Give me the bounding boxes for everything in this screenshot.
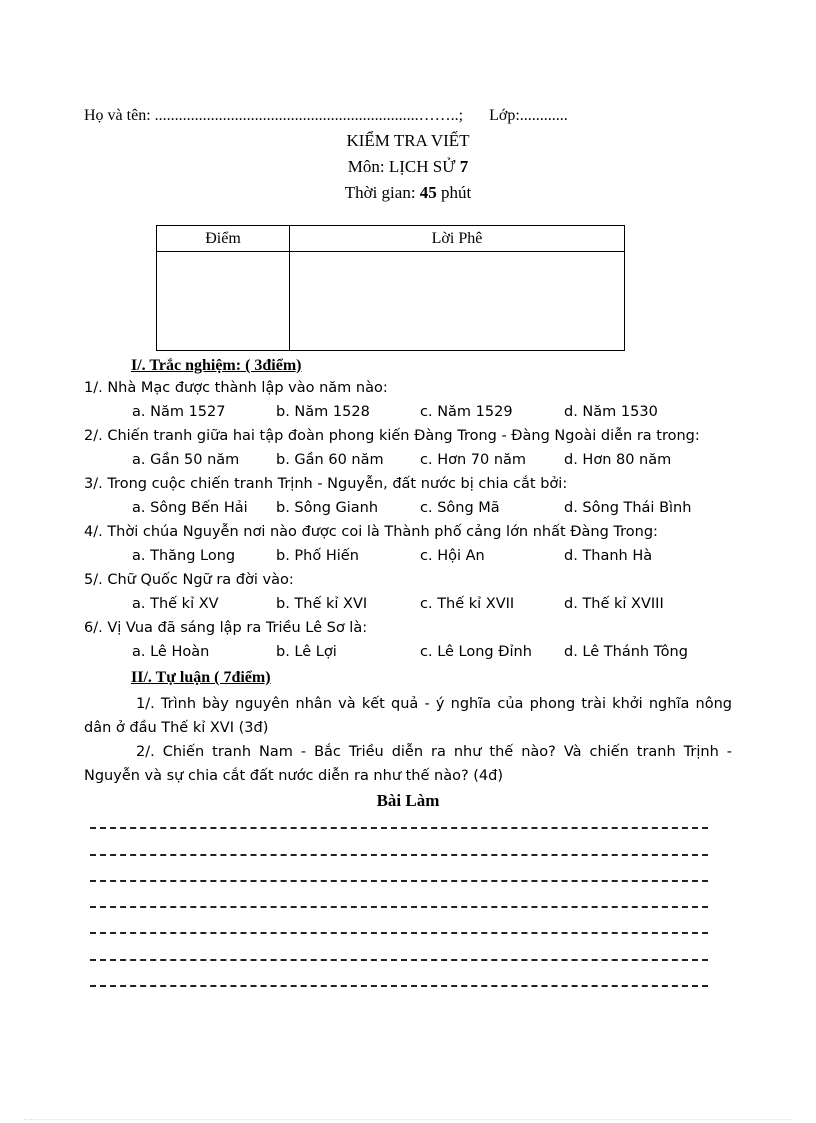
option-4b[interactable]: b. Phố Hiến: [276, 548, 359, 564]
student-info-line: [84, 107, 568, 125]
option-5c[interactable]: c. Thế kỉ XVII: [420, 596, 515, 612]
comment-header: Lời Phê: [290, 226, 625, 252]
class-label: Lớp:: [489, 107, 520, 124]
exam-subject: [0, 157, 816, 177]
option-6a[interactable]: a. Lê Hoàn: [132, 644, 210, 660]
option-4c[interactable]: c. Hội An: [420, 548, 485, 564]
option-3d[interactable]: d. Sông Thái Bình: [564, 500, 692, 516]
score-table: [156, 225, 625, 351]
option-3c[interactable]: c. Sông Mã: [420, 500, 500, 516]
option-6c[interactable]: c. Lê Long Đỉnh: [420, 644, 532, 660]
question-4: 4/. Thời chúa Nguyễn nơi nào được coi là Thành phố cảng lớn nhất Đàng Trong:: [84, 524, 658, 540]
name-blank[interactable]: ..................................................................……..;: [154, 107, 464, 124]
option-2b[interactable]: b. Gần 60 năm: [276, 452, 384, 468]
option-1a[interactable]: a. Năm 1527: [132, 404, 226, 420]
score-header: Điểm: [157, 226, 290, 252]
option-5b[interactable]: b. Thế kỉ XVI: [276, 596, 368, 612]
question-5: 5/. Chữ Quốc Ngữ ra đời vào:: [84, 572, 294, 588]
essay-question-2: 2/. Chiến tranh Nam - Bắc Triều diễn ra như thế nào? Và chiến tranh Trịnh - Nguyễn và sự chia cắt đất nước diễn ra như thế nào? (4đ): [84, 744, 732, 784]
exam-title: KIỂM TRA VIẾT: [346, 131, 470, 150]
subject-label: Môn: LỊCH SỬ: [347, 157, 456, 176]
option-6b[interactable]: b. Lê Lợi: [276, 644, 337, 660]
time-minutes: 45: [419, 183, 437, 202]
subject-grade: 7: [459, 157, 469, 176]
option-2a[interactable]: a. Gần 50 năm: [132, 452, 240, 468]
section-2-title: II/. Tự luận ( 7điểm): [131, 669, 271, 686]
answer-line[interactable]: [90, 985, 708, 987]
class-blank[interactable]: ............: [519, 107, 568, 124]
answer-line[interactable]: [90, 854, 708, 856]
time-unit: phút: [441, 183, 472, 202]
answer-line[interactable]: [90, 959, 708, 961]
option-3b[interactable]: b. Sông Gianh: [276, 500, 379, 516]
option-5d[interactable]: d. Thế kỉ XVIII: [564, 596, 664, 612]
exam-time: [0, 183, 816, 203]
question-3: 3/. Trong cuộc chiến tranh Trịnh - Nguyễn, đất nước bị chia cắt bởi:: [84, 476, 568, 492]
page-bottom-rule: [24, 1119, 792, 1120]
comment-cell[interactable]: [290, 252, 625, 351]
score-cell[interactable]: [157, 252, 290, 351]
option-4d[interactable]: d. Thanh Hà: [564, 548, 653, 564]
name-label: Họ và tên:: [84, 107, 151, 124]
question-6: 6/. Vị Vua đã sáng lập ra Triều Lê Sơ là:: [84, 620, 368, 636]
answer-line[interactable]: [90, 827, 708, 829]
option-1d[interactable]: d. Năm 1530: [564, 404, 658, 420]
answer-area-title: Bài Làm: [376, 791, 440, 810]
essay-question-1: 1/. Trình bày nguyên nhân và kết quả - ý nghĩa của phong trài khởi nghĩa nông dân ở đầu Thế kỉ XVI (3đ): [84, 696, 732, 736]
time-label: Thời gian:: [344, 183, 416, 202]
option-1c[interactable]: c. Năm 1529: [420, 404, 513, 420]
option-4a[interactable]: a. Thăng Long: [132, 548, 236, 564]
option-1b[interactable]: b. Năm 1528: [276, 404, 370, 420]
option-3a[interactable]: a. Sông Bến Hải: [132, 500, 248, 516]
option-6d[interactable]: d. Lê Thánh Tông: [564, 644, 688, 660]
option-2c[interactable]: c. Hơn 70 năm: [420, 452, 527, 468]
answer-line[interactable]: [90, 906, 708, 908]
option-5a[interactable]: a. Thế kỉ XV: [132, 596, 219, 612]
answer-line[interactable]: [90, 932, 708, 934]
question-1: 1/. Nhà Mạc được thành lập vào năm nào:: [84, 380, 388, 396]
answer-line[interactable]: [90, 880, 708, 882]
question-2: 2/. Chiến tranh giữa hai tập đoàn phong kiến Đàng Trong - Đàng Ngoài diễn ra trong:: [84, 428, 700, 444]
section-1-title: I/. Trắc nghiệm: ( 3điểm): [131, 357, 302, 374]
option-2d[interactable]: d. Hơn 80 năm: [564, 452, 672, 468]
